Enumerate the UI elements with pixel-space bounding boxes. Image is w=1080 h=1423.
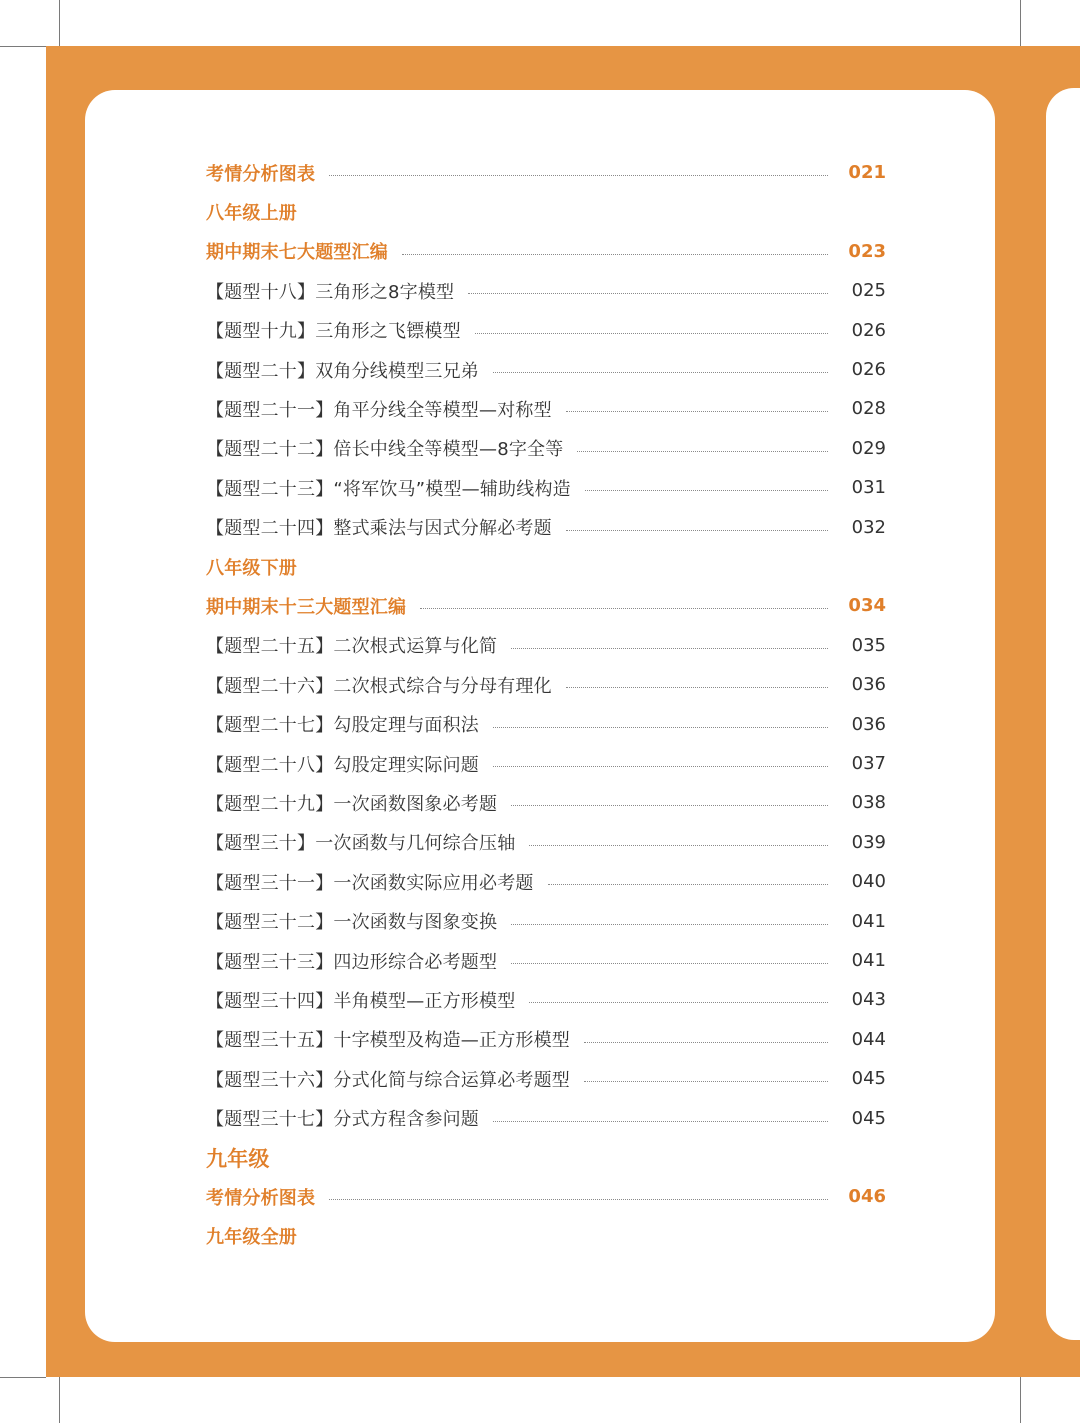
toc-entry-title: 【题型二十】双角分线模型三兄弟 [206,360,479,382]
toc-page-number: 035 [851,634,886,656]
toc-page-number: 032 [851,516,886,538]
toc-entry[interactable] [206,705,886,744]
toc-entry[interactable] [206,941,886,980]
toc-entry-title: 【题型二十二】倍长中线全等模型—8字全等 [206,439,564,461]
toc-entry-title: 【题型三十七】分式方程含参问题 [206,1109,479,1131]
toc-entry[interactable] [206,665,886,704]
toc-section-heading[interactable] [206,547,886,586]
toc-entry[interactable] [206,980,886,1019]
toc-page-number: 028 [851,398,886,420]
toc-entry[interactable] [206,626,886,665]
toc-entry-title: 九年级全册 [206,1227,297,1249]
toc-page-number: 025 [851,280,886,302]
toc-entry-title: 八年级下册 [206,557,297,579]
leader-dots [468,293,828,294]
toc-page-number: 021 [848,162,886,183]
toc-page-number: 026 [851,359,886,380]
leader-dots [566,687,828,688]
leader-dots [420,608,828,609]
crop-mark [0,1377,46,1378]
leader-dots [329,1199,828,1200]
leader-dots [529,1002,828,1003]
toc-page-number: 039 [851,831,886,853]
toc-entry[interactable] [206,1020,886,1059]
leader-dots [511,648,828,649]
toc-entry-title: 【题型三十三】四边形综合必考题型 [206,951,498,973]
toc-page-number: 031 [851,477,886,499]
toc-entry-title: 【题型三十一】一次函数实际应用必考题 [206,872,534,894]
leader-dots [493,766,828,767]
leader-dots [511,924,828,925]
toc-entry[interactable] [206,1059,886,1098]
toc-page-number: 036 [851,713,886,735]
toc-section-heading[interactable] [206,1177,886,1216]
toc-entry-title: 【题型三十四】半角模型—正方形模型 [206,990,516,1012]
toc-page-number: 034 [848,595,886,617]
toc-entry-title: 考情分析图表 [206,1187,316,1209]
toc-entry-title: 【题型二十七】勾股定理与面积法 [206,715,479,737]
toc-page-number: 037 [851,753,886,774]
leader-dots [529,845,828,846]
toc-entry[interactable] [206,468,886,507]
toc-entry-title: 期中期末七大题型汇编 [206,242,388,264]
toc-entry[interactable] [206,429,886,468]
toc-entry[interactable] [206,862,886,901]
toc-entry[interactable] [206,508,886,547]
toc-entry[interactable] [206,823,886,862]
toc-entry-title: 【题型三十六】分式化简与综合运算必考题型 [206,1069,570,1091]
toc-entry[interactable] [206,1099,886,1138]
toc-page-number: 036 [851,674,886,696]
crop-mark [1020,1377,1021,1423]
toc-entry[interactable] [206,389,886,428]
leader-dots [548,884,828,885]
toc-entry-title: 【题型二十五】二次根式运算与化简 [206,636,498,658]
toc-page-number: 045 [851,1107,886,1129]
toc-section-heading[interactable] [206,153,886,192]
leader-dots [402,254,828,255]
toc-entry-title: 【题型三十】一次函数与几何综合压轴 [206,833,516,855]
toc-page-number: 041 [851,950,886,971]
leader-dots [493,727,828,728]
leader-dots [329,175,828,176]
toc-section-heading[interactable] [206,232,886,271]
leader-dots [585,490,828,491]
toc-entry-title: 考情分析图表 [206,163,316,185]
toc-entry-title: 【题型十九】三角形之飞镖模型 [206,321,461,343]
leader-dots [493,372,828,373]
toc-entry-title: 【题型三十五】十字模型及构造—正方形模型 [206,1030,570,1052]
toc-page-number: 046 [848,1186,886,1208]
toc-section-heading[interactable] [206,1217,886,1256]
leader-dots [566,530,828,531]
leader-dots [577,451,828,452]
toc-page-number: 023 [848,240,886,262]
toc-page-number: 045 [851,1068,886,1090]
next-page-edge [1046,88,1080,1340]
toc-entry-title: 【题型二十八】勾股定理实际问题 [206,754,479,776]
crop-mark [59,1377,60,1423]
leader-dots [584,1042,828,1043]
toc-entry-title: 期中期末十三大题型汇编 [206,596,407,618]
toc-entry[interactable] [206,744,886,783]
toc-entry-title: 【题型二十一】角平分线全等模型—对称型 [206,399,552,421]
leader-dots [511,805,828,806]
toc-entry[interactable] [206,271,886,310]
toc-entry-title: 【题型三十二】一次函数与图象变换 [206,912,498,934]
leader-dots [511,963,828,964]
leader-dots [475,333,828,334]
toc-entry-title: 九年级 [206,1146,270,1171]
leader-dots [584,1081,828,1082]
toc-section-heading[interactable] [206,586,886,625]
crop-mark [59,0,60,46]
toc-page-number: 038 [851,792,886,814]
leader-dots [566,411,828,412]
toc-entry[interactable] [206,783,886,822]
toc-entry-title: 【题型二十三】“将军饮马”模型—辅助线构造 [206,478,571,500]
toc-page-number: 026 [851,319,886,341]
toc-page-number: 040 [851,871,886,893]
toc-entry[interactable] [206,902,886,941]
toc-entry[interactable] [206,311,886,350]
toc-entry-title: 【题型二十四】整式乘法与因式分解必考题 [206,518,552,540]
toc-section-heading[interactable] [206,192,886,231]
toc-entry-title: 八年级上册 [206,202,297,224]
crop-mark [0,46,46,47]
toc-page-number: 044 [851,1028,886,1050]
toc-entry-title: 【题型十八】三角形之8字模型 [206,281,455,303]
toc-section-heading[interactable] [206,1138,886,1177]
crop-mark [1020,0,1021,46]
leader-dots [493,1121,828,1122]
toc-entry-title: 【题型二十九】一次函数图象必考题 [206,793,498,815]
toc-page-number: 041 [851,910,886,932]
toc-entry[interactable] [206,350,886,389]
toc-page-number: 043 [851,989,886,1011]
toc-page-number: 029 [851,437,886,459]
toc-entry-title: 【题型二十六】二次根式综合与分母有理化 [206,675,552,697]
